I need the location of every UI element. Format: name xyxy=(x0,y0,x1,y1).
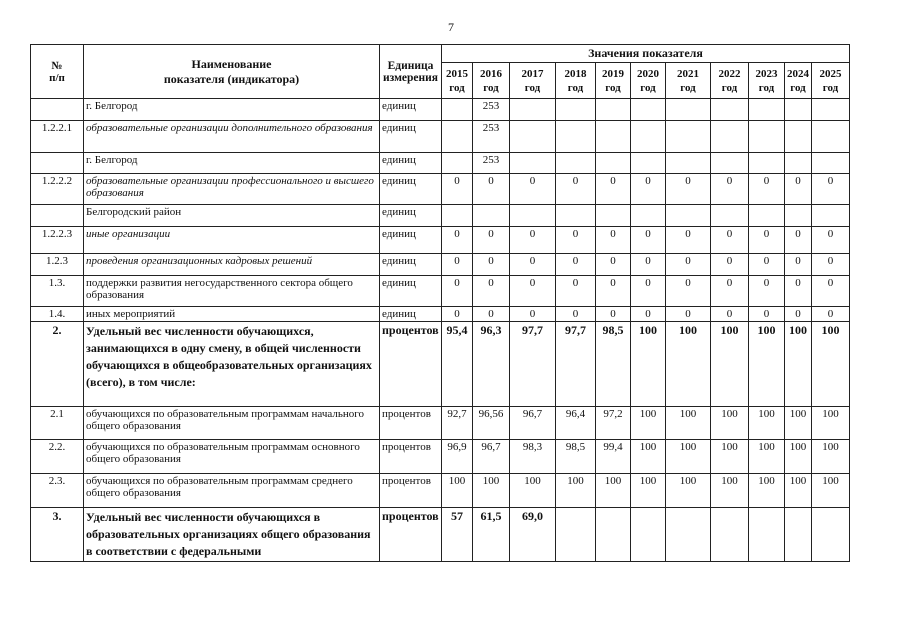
value-2023: 0 xyxy=(749,174,785,205)
value-2017: 96,7 xyxy=(510,407,556,440)
table-row xyxy=(31,99,850,121)
value-2015: 0 xyxy=(442,174,473,205)
header-unit: Единица измерения xyxy=(380,45,442,99)
value-2023: 0 xyxy=(749,307,785,322)
value-2016: 61,5 xyxy=(473,508,510,562)
row-number: 2.3. xyxy=(31,474,84,508)
value-2025: 100 xyxy=(812,407,850,440)
value-2015: 100 xyxy=(442,474,473,508)
value-2025 xyxy=(812,99,850,121)
value-2022: 0 xyxy=(711,227,749,254)
value-2024: 0 xyxy=(785,174,812,205)
value-2017 xyxy=(510,121,556,153)
indicator-name: иные организации xyxy=(84,227,380,254)
header-year-2022: 2022 год xyxy=(711,63,749,99)
value-2020: 100 xyxy=(631,440,666,474)
value-2022: 100 xyxy=(711,322,749,407)
value-2024 xyxy=(785,205,812,227)
value-2019: 0 xyxy=(596,174,631,205)
value-2016: 0 xyxy=(473,276,510,307)
value-2015: 92,7 xyxy=(442,407,473,440)
value-2022: 0 xyxy=(711,174,749,205)
table-row xyxy=(31,322,850,407)
row-number: 1.2.2.1 xyxy=(31,121,84,153)
value-2023: 0 xyxy=(749,227,785,254)
value-2019 xyxy=(596,153,631,174)
header-year-2023: 2023 год xyxy=(749,63,785,99)
value-2019 xyxy=(596,99,631,121)
value-2019: 0 xyxy=(596,227,631,254)
value-2019: 97,2 xyxy=(596,407,631,440)
table-row xyxy=(31,307,850,322)
value-2016: 0 xyxy=(473,307,510,322)
value-2018 xyxy=(556,205,596,227)
value-2024: 0 xyxy=(785,227,812,254)
value-2022: 100 xyxy=(711,474,749,508)
value-2017 xyxy=(510,205,556,227)
value-2015 xyxy=(442,99,473,121)
value-2022: 0 xyxy=(711,254,749,276)
value-2022 xyxy=(711,99,749,121)
value-2017: 0 xyxy=(510,276,556,307)
value-2019: 98,5 xyxy=(596,322,631,407)
row-number: 2. xyxy=(31,322,84,407)
header-year-2020: 2020 год xyxy=(631,63,666,99)
value-2018 xyxy=(556,508,596,562)
value-2025 xyxy=(812,205,850,227)
table-row xyxy=(31,153,850,174)
value-2020 xyxy=(631,121,666,153)
unit-of-measure: процентов xyxy=(380,407,442,440)
value-2018: 0 xyxy=(556,174,596,205)
value-2020: 0 xyxy=(631,227,666,254)
value-2023 xyxy=(749,153,785,174)
value-2023: 100 xyxy=(749,474,785,508)
unit-of-measure: единиц xyxy=(380,227,442,254)
value-2023: 100 xyxy=(749,407,785,440)
header-year-2019: 2019 год xyxy=(596,63,631,99)
value-2019: 99,4 xyxy=(596,440,631,474)
value-2017: 69,0 xyxy=(510,508,556,562)
value-2023 xyxy=(749,508,785,562)
value-2024: 0 xyxy=(785,276,812,307)
value-2021: 0 xyxy=(666,174,711,205)
value-2020: 0 xyxy=(631,174,666,205)
value-2022 xyxy=(711,121,749,153)
value-2020: 100 xyxy=(631,407,666,440)
indicator-name: образовательные организации профессионального и высшего образования xyxy=(84,174,380,205)
header-name: Наименование показателя (индикатора) xyxy=(84,45,380,99)
value-2020: 100 xyxy=(631,474,666,508)
value-2019 xyxy=(596,121,631,153)
value-2023 xyxy=(749,121,785,153)
value-2021: 0 xyxy=(666,307,711,322)
row-number: 2.2. xyxy=(31,440,84,474)
value-2016: 96,56 xyxy=(473,407,510,440)
value-2018: 0 xyxy=(556,254,596,276)
value-2021 xyxy=(666,508,711,562)
value-2022: 100 xyxy=(711,407,749,440)
value-2025: 0 xyxy=(812,227,850,254)
value-2024: 100 xyxy=(785,474,812,508)
value-2022 xyxy=(711,508,749,562)
value-2021: 0 xyxy=(666,276,711,307)
indicator-name: г. Белгород xyxy=(84,153,380,174)
value-2017: 98,3 xyxy=(510,440,556,474)
value-2021 xyxy=(666,205,711,227)
value-2019: 100 xyxy=(596,474,631,508)
row-number: 1.2.3 xyxy=(31,254,84,276)
row-number xyxy=(31,205,84,227)
header-values-group: Значения показателя xyxy=(442,45,850,63)
value-2019: 0 xyxy=(596,307,631,322)
indicator-name: обучающихся по образовательным программам начального общего образования xyxy=(84,407,380,440)
value-2021 xyxy=(666,99,711,121)
table-row xyxy=(31,121,850,153)
row-number xyxy=(31,153,84,174)
value-2015: 57 xyxy=(442,508,473,562)
value-2015: 0 xyxy=(442,227,473,254)
table-row xyxy=(31,276,850,307)
header-year-2015: 2015 год xyxy=(442,63,473,99)
value-2022: 100 xyxy=(711,440,749,474)
header-year-2016: 2016 год xyxy=(473,63,510,99)
row-number xyxy=(31,99,84,121)
value-2025 xyxy=(812,508,850,562)
value-2024 xyxy=(785,121,812,153)
value-2020: 100 xyxy=(631,322,666,407)
value-2017 xyxy=(510,99,556,121)
value-2015: 0 xyxy=(442,254,473,276)
value-2018: 0 xyxy=(556,307,596,322)
header-year-2024: 2024 год xyxy=(785,63,812,99)
value-2024: 100 xyxy=(785,440,812,474)
value-2015: 0 xyxy=(442,276,473,307)
value-2015 xyxy=(442,205,473,227)
value-2021: 100 xyxy=(666,440,711,474)
header-year-2025: 2025 год xyxy=(812,63,850,99)
value-2018 xyxy=(556,153,596,174)
value-2015: 0 xyxy=(442,307,473,322)
value-2019: 0 xyxy=(596,276,631,307)
value-2022 xyxy=(711,153,749,174)
value-2025: 100 xyxy=(812,440,850,474)
value-2017: 0 xyxy=(510,174,556,205)
value-2018: 96,4 xyxy=(556,407,596,440)
unit-of-measure: единиц xyxy=(380,276,442,307)
value-2022: 0 xyxy=(711,276,749,307)
value-2016: 0 xyxy=(473,227,510,254)
value-2017: 0 xyxy=(510,254,556,276)
unit-of-measure: процентов xyxy=(380,508,442,562)
value-2023: 0 xyxy=(749,254,785,276)
indicator-name: Удельный вес численности обучающихся в образовательных организациях общего образования в соответствии с федеральными xyxy=(84,508,380,562)
value-2015: 95,4 xyxy=(442,322,473,407)
value-2023: 100 xyxy=(749,440,785,474)
value-2017 xyxy=(510,153,556,174)
value-2015 xyxy=(442,153,473,174)
value-2023: 0 xyxy=(749,276,785,307)
value-2024 xyxy=(785,508,812,562)
unit-of-measure: процентов xyxy=(380,440,442,474)
value-2019: 0 xyxy=(596,254,631,276)
row-number: 2.1 xyxy=(31,407,84,440)
row-number: 1.2.2.3 xyxy=(31,227,84,254)
value-2016 xyxy=(473,205,510,227)
value-2024 xyxy=(785,99,812,121)
value-2023 xyxy=(749,99,785,121)
unit-of-measure: единиц xyxy=(380,121,442,153)
unit-of-measure: единиц xyxy=(380,205,442,227)
unit-of-measure: единиц xyxy=(380,99,442,121)
value-2018: 97,7 xyxy=(556,322,596,407)
row-number: 3. xyxy=(31,508,84,562)
value-2025: 0 xyxy=(812,174,850,205)
value-2015 xyxy=(442,121,473,153)
indicator-name: поддержки развития негосударственного сектора общего образования xyxy=(84,276,380,307)
value-2018: 98,5 xyxy=(556,440,596,474)
row-number: 1.2.2.2 xyxy=(31,174,84,205)
table-row xyxy=(31,227,850,254)
indicator-name: Белгородский район xyxy=(84,205,380,227)
value-2023 xyxy=(749,205,785,227)
table-row xyxy=(31,508,850,562)
unit-of-measure: единиц xyxy=(380,153,442,174)
value-2024: 100 xyxy=(785,322,812,407)
table-row xyxy=(31,440,850,474)
value-2021: 100 xyxy=(666,407,711,440)
value-2021: 100 xyxy=(666,322,711,407)
value-2025: 100 xyxy=(812,474,850,508)
value-2025: 0 xyxy=(812,276,850,307)
header-year-2018: 2018 год xyxy=(556,63,596,99)
value-2021: 0 xyxy=(666,227,711,254)
value-2020: 0 xyxy=(631,254,666,276)
value-2018: 100 xyxy=(556,474,596,508)
value-2025: 0 xyxy=(812,254,850,276)
value-2020 xyxy=(631,99,666,121)
value-2025: 0 xyxy=(812,307,850,322)
value-2016: 0 xyxy=(473,174,510,205)
indicator-name: проведения организационных кадровых решений xyxy=(84,254,380,276)
value-2021 xyxy=(666,121,711,153)
value-2018: 0 xyxy=(556,276,596,307)
value-2016: 253 xyxy=(473,153,510,174)
value-2017: 0 xyxy=(510,307,556,322)
value-2025 xyxy=(812,153,850,174)
value-2016: 0 xyxy=(473,254,510,276)
indicator-name: обучающихся по образовательным программам среднего общего образования xyxy=(84,474,380,508)
value-2016: 100 xyxy=(473,474,510,508)
value-2018: 0 xyxy=(556,227,596,254)
value-2018 xyxy=(556,121,596,153)
value-2024: 0 xyxy=(785,254,812,276)
unit-of-measure: процентов xyxy=(380,322,442,407)
table-row xyxy=(31,474,850,508)
value-2022 xyxy=(711,205,749,227)
indicator-name: обучающихся по образовательным программам основного общего образования xyxy=(84,440,380,474)
unit-of-measure: процентов xyxy=(380,474,442,508)
value-2015: 96,9 xyxy=(442,440,473,474)
table-row xyxy=(31,174,850,205)
value-2020: 0 xyxy=(631,276,666,307)
unit-of-measure: единиц xyxy=(380,174,442,205)
row-number: 1.3. xyxy=(31,276,84,307)
header-year-2021: 2021 год xyxy=(666,63,711,99)
value-2024: 100 xyxy=(785,407,812,440)
table-row xyxy=(31,254,850,276)
value-2021: 100 xyxy=(666,474,711,508)
value-2016: 96,3 xyxy=(473,322,510,407)
header-num: № п/п xyxy=(31,45,84,99)
value-2020 xyxy=(631,205,666,227)
unit-of-measure: единиц xyxy=(380,307,442,322)
value-2019 xyxy=(596,508,631,562)
table-row xyxy=(31,205,850,227)
value-2017: 0 xyxy=(510,227,556,254)
unit-of-measure: единиц xyxy=(380,254,442,276)
value-2022: 0 xyxy=(711,307,749,322)
value-2017: 100 xyxy=(510,474,556,508)
value-2025 xyxy=(812,121,850,153)
value-2025: 100 xyxy=(812,322,850,407)
value-2016: 253 xyxy=(473,121,510,153)
value-2020 xyxy=(631,153,666,174)
value-2020: 0 xyxy=(631,307,666,322)
value-2017: 97,7 xyxy=(510,322,556,407)
page-number: 7 xyxy=(448,20,454,34)
value-2019 xyxy=(596,205,631,227)
header-year-2017: 2017 год xyxy=(510,63,556,99)
indicators-table xyxy=(30,44,850,562)
indicator-name: г. Белгород xyxy=(84,99,380,121)
value-2021 xyxy=(666,153,711,174)
indicator-name: образовательные организации дополнительного образования xyxy=(84,121,380,153)
value-2024: 0 xyxy=(785,307,812,322)
value-2018 xyxy=(556,99,596,121)
table-row xyxy=(31,407,850,440)
value-2024 xyxy=(785,153,812,174)
value-2021: 0 xyxy=(666,254,711,276)
indicator-name: Удельный вес численности обучающихся, занимающихся в одну смену, в общей численности обучающихся в общеобразовательных организациях (всего), в том числе: xyxy=(84,322,380,407)
value-2016: 253 xyxy=(473,99,510,121)
value-2020 xyxy=(631,508,666,562)
indicator-name: иных мероприятий xyxy=(84,307,380,322)
value-2016: 96,7 xyxy=(473,440,510,474)
row-number: 1.4. xyxy=(31,307,84,322)
value-2023: 100 xyxy=(749,322,785,407)
